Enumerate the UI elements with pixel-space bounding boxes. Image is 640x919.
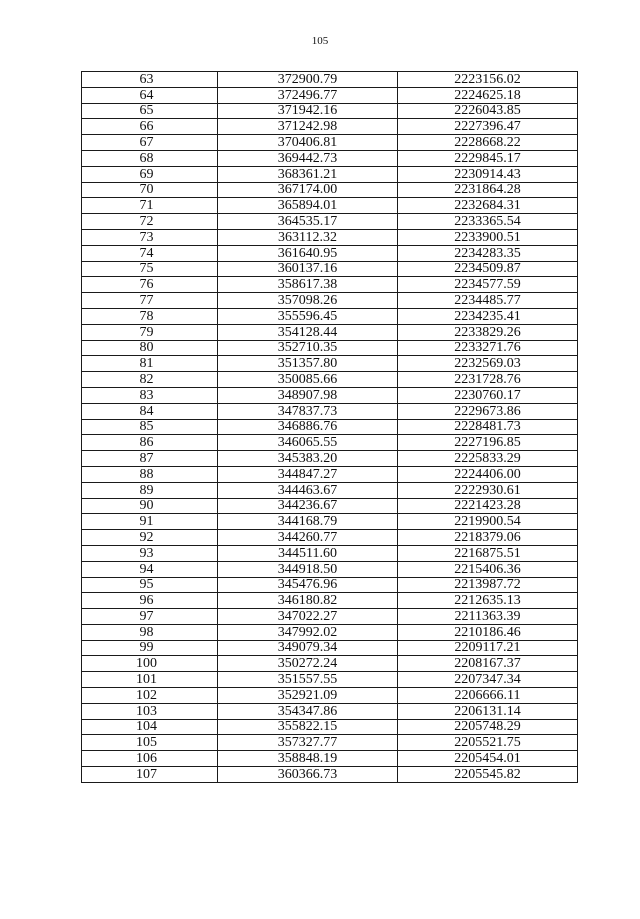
table-row	[82, 150, 578, 166]
point-number-cell: 77	[82, 293, 218, 309]
point-number-cell: 72	[82, 214, 218, 230]
point-number-cell: 100	[82, 656, 218, 672]
y-coordinate-cell: 2228668.22	[398, 135, 578, 151]
y-coordinate-cell: 2227396.47	[398, 119, 578, 135]
table-row	[82, 198, 578, 214]
page-number: 105	[311, 35, 329, 47]
point-number-cell: 75	[82, 261, 218, 277]
y-coordinate-cell: 2222930.61	[398, 482, 578, 498]
table-row	[82, 166, 578, 182]
y-coordinate-cell: 2230760.17	[398, 387, 578, 403]
x-coordinate-cell: 371242.98	[218, 119, 398, 135]
point-number-cell: 105	[82, 735, 218, 751]
x-coordinate-cell: 344463.67	[218, 482, 398, 498]
x-coordinate-cell: 371942.16	[218, 103, 398, 119]
point-number-cell: 73	[82, 229, 218, 245]
table-row	[82, 451, 578, 467]
point-number-cell: 64	[82, 87, 218, 103]
point-number-cell: 66	[82, 119, 218, 135]
point-number-cell: 65	[82, 103, 218, 119]
x-coordinate-cell: 354128.44	[218, 324, 398, 340]
point-number-cell: 85	[82, 419, 218, 435]
x-coordinate-cell: 349079.34	[218, 640, 398, 656]
y-coordinate-cell: 2212635.13	[398, 593, 578, 609]
y-coordinate-cell: 2232684.31	[398, 198, 578, 214]
table-row	[82, 403, 578, 419]
point-number-cell: 103	[82, 703, 218, 719]
y-coordinate-cell: 2226043.85	[398, 103, 578, 119]
table-row	[82, 135, 578, 151]
table-row	[82, 372, 578, 388]
x-coordinate-cell: 365894.01	[218, 198, 398, 214]
y-coordinate-cell: 2233271.76	[398, 340, 578, 356]
coordinates-table	[81, 71, 578, 783]
table-row	[82, 72, 578, 88]
point-number-cell: 94	[82, 561, 218, 577]
x-coordinate-cell: 370406.81	[218, 135, 398, 151]
x-coordinate-cell: 352710.35	[218, 340, 398, 356]
x-coordinate-cell: 348907.98	[218, 387, 398, 403]
x-coordinate-cell: 344511.60	[218, 545, 398, 561]
point-number-cell: 74	[82, 245, 218, 261]
point-number-cell: 90	[82, 498, 218, 514]
y-coordinate-cell: 2208167.37	[398, 656, 578, 672]
point-number-cell: 70	[82, 182, 218, 198]
x-coordinate-cell: 355822.15	[218, 719, 398, 735]
table-row	[82, 735, 578, 751]
point-number-cell: 67	[82, 135, 218, 151]
point-number-cell: 93	[82, 545, 218, 561]
table-row	[82, 514, 578, 530]
x-coordinate-cell: 354347.86	[218, 703, 398, 719]
table-row	[82, 656, 578, 672]
x-coordinate-cell: 344168.79	[218, 514, 398, 530]
x-coordinate-cell: 347837.73	[218, 403, 398, 419]
point-number-cell: 97	[82, 609, 218, 625]
point-number-cell: 88	[82, 466, 218, 482]
table-row	[82, 356, 578, 372]
table-row	[82, 767, 578, 783]
y-coordinate-cell: 2215406.36	[398, 561, 578, 577]
y-coordinate-cell: 2234485.77	[398, 293, 578, 309]
x-coordinate-cell: 369442.73	[218, 150, 398, 166]
point-number-cell: 83	[82, 387, 218, 403]
y-coordinate-cell: 2206666.11	[398, 688, 578, 704]
y-coordinate-cell: 2211363.39	[398, 609, 578, 625]
table-row	[82, 214, 578, 230]
y-coordinate-cell: 2228481.73	[398, 419, 578, 435]
y-coordinate-cell: 2216875.51	[398, 545, 578, 561]
point-number-cell: 79	[82, 324, 218, 340]
point-number-cell: 63	[82, 72, 218, 88]
table-row	[82, 245, 578, 261]
x-coordinate-cell: 345383.20	[218, 451, 398, 467]
point-number-cell: 80	[82, 340, 218, 356]
table-row	[82, 308, 578, 324]
x-coordinate-cell: 344236.67	[218, 498, 398, 514]
y-coordinate-cell: 2227196.85	[398, 435, 578, 451]
table-row	[82, 103, 578, 119]
y-coordinate-cell: 2232569.03	[398, 356, 578, 372]
table-row	[82, 561, 578, 577]
x-coordinate-cell: 347992.02	[218, 624, 398, 640]
x-coordinate-cell: 351357.80	[218, 356, 398, 372]
x-coordinate-cell: 352921.09	[218, 688, 398, 704]
y-coordinate-cell: 2207347.34	[398, 672, 578, 688]
x-coordinate-cell: 350085.66	[218, 372, 398, 388]
table-row	[82, 688, 578, 704]
x-coordinate-cell: 364535.17	[218, 214, 398, 230]
x-coordinate-cell: 367174.00	[218, 182, 398, 198]
point-number-cell: 91	[82, 514, 218, 530]
table-row	[82, 435, 578, 451]
y-coordinate-cell: 2231728.76	[398, 372, 578, 388]
y-coordinate-cell: 2205521.75	[398, 735, 578, 751]
y-coordinate-cell: 2205454.01	[398, 751, 578, 767]
y-coordinate-cell: 2231864.28	[398, 182, 578, 198]
x-coordinate-cell: 350272.24	[218, 656, 398, 672]
x-coordinate-cell: 346886.76	[218, 419, 398, 435]
x-coordinate-cell: 345476.96	[218, 577, 398, 593]
point-number-cell: 87	[82, 451, 218, 467]
y-coordinate-cell: 2234283.35	[398, 245, 578, 261]
point-number-cell: 86	[82, 435, 218, 451]
table-row	[82, 387, 578, 403]
y-coordinate-cell: 2221423.28	[398, 498, 578, 514]
table-row	[82, 498, 578, 514]
y-coordinate-cell: 2233900.51	[398, 229, 578, 245]
point-number-cell: 106	[82, 751, 218, 767]
y-coordinate-cell: 2219900.54	[398, 514, 578, 530]
point-number-cell: 71	[82, 198, 218, 214]
x-coordinate-cell: 355596.45	[218, 308, 398, 324]
y-coordinate-cell: 2218379.06	[398, 530, 578, 546]
x-coordinate-cell: 344847.27	[218, 466, 398, 482]
point-number-cell: 99	[82, 640, 218, 656]
table-row	[82, 324, 578, 340]
y-coordinate-cell: 2229673.86	[398, 403, 578, 419]
y-coordinate-cell: 2205545.82	[398, 767, 578, 783]
point-number-cell: 95	[82, 577, 218, 593]
point-number-cell: 82	[82, 372, 218, 388]
y-coordinate-cell: 2206131.14	[398, 703, 578, 719]
table-row	[82, 182, 578, 198]
point-number-cell: 78	[82, 308, 218, 324]
x-coordinate-cell: 363112.32	[218, 229, 398, 245]
coordinates-table-body	[82, 72, 578, 783]
table-row	[82, 640, 578, 656]
y-coordinate-cell: 2234577.59	[398, 277, 578, 293]
y-coordinate-cell: 2210186.46	[398, 624, 578, 640]
point-number-cell: 76	[82, 277, 218, 293]
x-coordinate-cell: 368361.21	[218, 166, 398, 182]
table-row	[82, 340, 578, 356]
point-number-cell: 98	[82, 624, 218, 640]
x-coordinate-cell: 360366.73	[218, 767, 398, 783]
table-row	[82, 261, 578, 277]
x-coordinate-cell: 360137.16	[218, 261, 398, 277]
table-row	[82, 119, 578, 135]
y-coordinate-cell: 2205748.29	[398, 719, 578, 735]
x-coordinate-cell: 351557.55	[218, 672, 398, 688]
point-number-cell: 101	[82, 672, 218, 688]
y-coordinate-cell: 2234509.87	[398, 261, 578, 277]
x-coordinate-cell: 344918.50	[218, 561, 398, 577]
y-coordinate-cell: 2230914.43	[398, 166, 578, 182]
point-number-cell: 84	[82, 403, 218, 419]
y-coordinate-cell: 2223156.02	[398, 72, 578, 88]
point-number-cell: 102	[82, 688, 218, 704]
x-coordinate-cell: 344260.77	[218, 530, 398, 546]
x-coordinate-cell: 346180.82	[218, 593, 398, 609]
table-row	[82, 530, 578, 546]
table-row	[82, 751, 578, 767]
table-row	[82, 577, 578, 593]
point-number-cell: 68	[82, 150, 218, 166]
table-row	[82, 545, 578, 561]
y-coordinate-cell: 2224406.00	[398, 466, 578, 482]
point-number-cell: 89	[82, 482, 218, 498]
x-coordinate-cell: 361640.95	[218, 245, 398, 261]
y-coordinate-cell: 2225833.29	[398, 451, 578, 467]
y-coordinate-cell: 2209117.21	[398, 640, 578, 656]
point-number-cell: 107	[82, 767, 218, 783]
x-coordinate-cell: 372496.77	[218, 87, 398, 103]
point-number-cell: 81	[82, 356, 218, 372]
table-row	[82, 482, 578, 498]
y-coordinate-cell: 2234235.41	[398, 308, 578, 324]
table-row	[82, 609, 578, 625]
table-row	[82, 87, 578, 103]
table-row	[82, 624, 578, 640]
x-coordinate-cell: 347022.27	[218, 609, 398, 625]
x-coordinate-cell: 372900.79	[218, 72, 398, 88]
y-coordinate-cell: 2213987.72	[398, 577, 578, 593]
table-row	[82, 719, 578, 735]
table-row	[82, 593, 578, 609]
table-row	[82, 672, 578, 688]
y-coordinate-cell: 2233365.54	[398, 214, 578, 230]
point-number-cell: 104	[82, 719, 218, 735]
point-number-cell: 92	[82, 530, 218, 546]
x-coordinate-cell: 346065.55	[218, 435, 398, 451]
table-row	[82, 293, 578, 309]
table-row	[82, 703, 578, 719]
x-coordinate-cell: 358848.19	[218, 751, 398, 767]
y-coordinate-cell: 2233829.26	[398, 324, 578, 340]
table-row	[82, 229, 578, 245]
y-coordinate-cell: 2224625.18	[398, 87, 578, 103]
table-row	[82, 277, 578, 293]
x-coordinate-cell: 357327.77	[218, 735, 398, 751]
point-number-cell: 96	[82, 593, 218, 609]
point-number-cell: 69	[82, 166, 218, 182]
table-row	[82, 466, 578, 482]
y-coordinate-cell: 2229845.17	[398, 150, 578, 166]
x-coordinate-cell: 358617.38	[218, 277, 398, 293]
x-coordinate-cell: 357098.26	[218, 293, 398, 309]
table-row	[82, 419, 578, 435]
